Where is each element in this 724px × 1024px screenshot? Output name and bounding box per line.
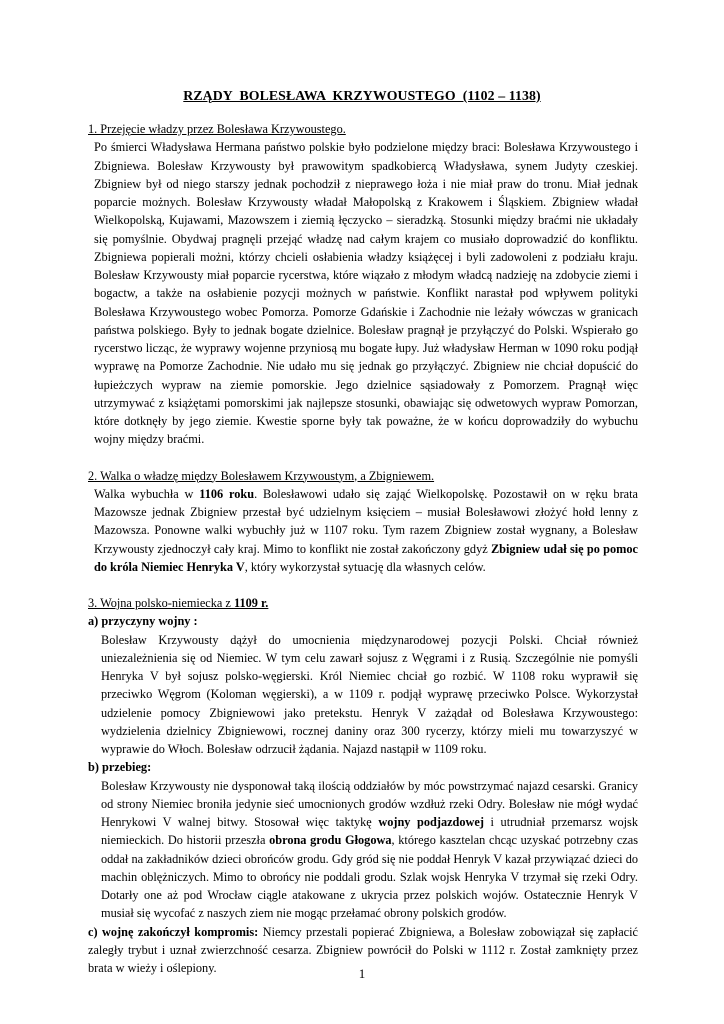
section-2-emphasis: Zbigniew udał się po pomoc do króla Niemiec Henryka V — [94, 541, 638, 574]
section-3-heading — [88, 594, 638, 612]
section-2-body — [94, 485, 638, 576]
subsection-b-emphasis-1: wojny podjazdowej — [378, 815, 484, 829]
document-title: RZĄDY BOLESŁAWA KRZYWOUSTEGO (1102 – 1138) — [183, 88, 541, 103]
subsection-a-body: Bolesław Krzywousty dążył do umocnienia międzynarodowej pozycji Polski. Chciał również uniezależnienia się od Niemiec. W tym celu zawarł sojusz z Węgrami i z Rusią. Szczególnie nie pomyśli Henryka V był sojusz polsko-węgierski. Król Niemiec chciał go rozbić. W 1108 roku wyprawił się przeciwko Węgrom (Koloman węgierski), a w 1109 r. podjął wyprawę przeciwko Polsce. Wykorzystał udzielenie pomocy Zbigniewowi jako pretekstu. Henryk V zażądał od Bolesława Krzywoustego: wydzielenia dzielnicy Zbigniewowi, rocznej daniny oraz 300 rycerzy, którzy mieli mu towarzyszyć w wyprawie do Włoch. Bolesław odrzucił żądania. Najazd nastąpił w 1109 roku. — [101, 632, 638, 756]
subsection-c-body: Niemcy przestali popierać Zbigniewa, a Bolesław zobowiązał się zapłacić zaległy trybut i uznał zwierzchność cesarza. Zbigniew powrócił do Polski w 1112 r. Został zamknięty przez brata w wieży i oślepiony. — [88, 924, 638, 975]
document-body — [88, 120, 638, 977]
subsection-b-body — [101, 777, 638, 923]
subsection-b-emphasis-2: obrona grodu Głogowa — [269, 833, 392, 848]
subsection-b-heading: b) przebieg: — [88, 760, 152, 775]
subsection-c-heading: c) wojnę zakończył kompromis: — [88, 924, 259, 939]
spacer — [88, 449, 638, 467]
section-1-body: Po śmierci Władysława Hermana państwo polskie było podzielone między braci: Bolesława Krzywoustego i Zbigniewa. Bolesław Krzywousty był prawowitym spadkobiercą Władysława, synem Judyty czeskiej. Zbigniew był od niego starszy jednak pochodził z nieprawego łoża i nie miał praw do tronu. Miał jednak poparcie możnych. Bolesław Krzywousty władał Małopolską z Krakowem i Śląskiem. Zbigniew władał Wielkopolską, Kujawami, Mazowszem i ziemią łęczycko – sieradzką. Stosunki między braćmi nie układały się pomyślnie. Obydwaj pragnęli przejąć władzę nad całym krajem co musiało doprowadzić do konfliktu. Zbigniewa popierali możni, którzy chcieli osłabienia władzy książęcej i byli zadowoleni z podziału kraju. Bolesław Krzywousty miał poparcie rycerstwa, które wiązało z młodym władcą nadzieję na zdobycie ziemi i bogactw, a także na osłabienie pozycji możnych w państwie. Konflikt narastał pod wpływem polityki Bolesława Krzywoustego wobec Pomorza. Pomorze Gdańskie i Zachodnie nie leżały wówczas w granicach państwa polskiego. Były to jednak bogate dzielnice. Bolesław pragnął je przyłączyć do Polski. Wspierało go rycerstwo licząc, że wyprawy wojenne przyniosą mu bogate łupy. Już władysław Herman w 1090 roku podjął wyprawę na Pomorze Zachodnie. Nie udało mu się jednak go przyłączyć. Zbigniew nie chciał dopuścić do łupieżczych wypraw na ziemie pomorskie. Jego dzielnice sąsiadowały z Pomorzem. Pragnął więc utrzymywać z książętami pomorskimi jak najlepsze stosunki, obawiając się odwetowych wypraw Pomorzan, które dotknęły by jego ziemie. Kwestie sporne były tak poważne, że w końcu doprowadziły do wybuchu wojny między braćmi. — [94, 140, 638, 447]
section-3-heading-text: 3. Wojna polsko-niemiecka z — [88, 596, 234, 610]
section-1-heading: 1. Przejęcie władzy przez Bolesława Krzywoustego. — [88, 122, 346, 136]
section-2-text-1: Walka wybuchła w — [94, 486, 200, 501]
subsection-b-text-3: , którego kasztelan chcąc uzyskać potrzebny czas oddał na zakładników dzieci obrońców grodu. Gdy gród się nie poddał Henryk V kazał przywiązać dzieci do machin oblężniczych. Mimo to obrońcy nie poddali grodu. Szlak wojsk Henryka V trzymał się rzeki Odry. Dotarły one aż pod Wrocław ciągle atakowane z ukrycia przez polskich wojów. Ostatecznie Henryk V musiał się wycofać z naszych ziem nie mogąc przełamać obrony polskich grodów. — [101, 833, 638, 921]
spacer — [88, 576, 638, 594]
subsection-a-heading: a) przyczyny wojny : — [88, 614, 198, 629]
subsection-b-text-1: Bolesław Krzywousty nie dysponował taką ilością oddziałów by móc powstrzymać najazd cesarski. Granicy od strony Niemiec broniła jedynie sieć umocnionych grodów wzdłuż rzeki Odry. Bolesław nie mógł wydać Henrykowi V walnej bitwy. Stosował więc taktykę — [101, 778, 638, 829]
page-number: 1 — [358, 966, 366, 981]
section-2-text-3: , który wykorzystał sytuację dla własnych celów. — [244, 559, 486, 574]
section-3-heading-year: 1109 r. — [233, 596, 269, 610]
section-2-year: 1106 roku — [199, 486, 255, 501]
subsection-b-text-2: i utrudniał przemarsz wojsk niemieckich. Do historii przeszła — [101, 815, 638, 848]
section-2-heading: 2. Walka o władzę między Bolesławem Krzywoustym, a Zbigniewem. — [88, 468, 435, 483]
section-2-text-2: . Bolesławowi udało się zająć Wielkopolskę. Pozostawił on w ręku brata Mazowsze jednak Zbigniew przestał być udzielnym księciem – musiał Bolesławowi złożyć hołd lenny z Mazowsza. Ponowne walki wybuchły już w 1107 roku. Tym razem Zbigniew został wygnany, a Bolesław Krzywousty zjednoczył cały kraj. Mimo to konflikt nie został zakończony gdyż — [94, 486, 639, 556]
